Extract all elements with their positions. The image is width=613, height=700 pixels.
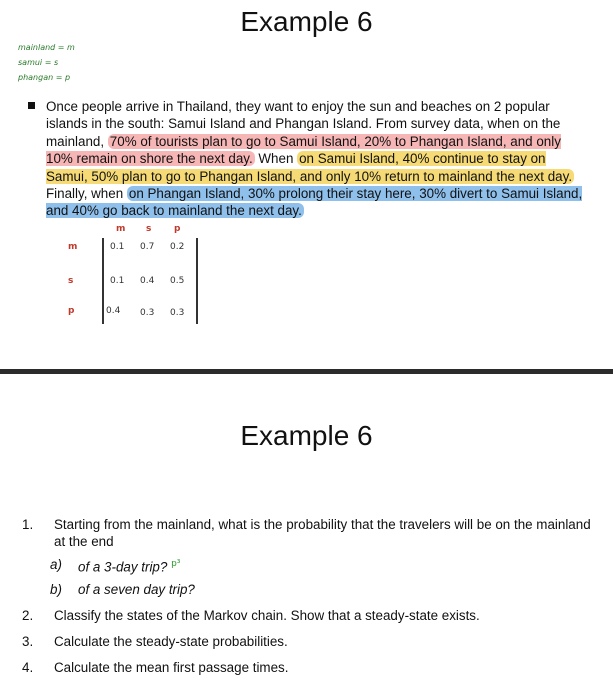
question-number: 4.	[22, 660, 34, 676]
question-item	[22, 516, 597, 598]
question-number: 1.	[22, 517, 34, 532]
sub-question-label: a)	[50, 557, 62, 572]
bullet-icon	[28, 102, 35, 109]
matrix-left-bracket	[102, 238, 104, 324]
handwritten-note: p³	[171, 559, 181, 569]
question-list	[22, 516, 597, 685]
hand-note-phangan: phangan = p	[18, 73, 71, 82]
matrix-cell: 0.1	[110, 242, 125, 252]
question-item	[22, 607, 597, 624]
matrix-right-bracket	[196, 238, 198, 324]
problem-paragraph	[28, 98, 588, 220]
text-when: When	[254, 151, 298, 167]
hand-note-samui: samui = s	[18, 58, 59, 67]
matrix-cell: 0.7	[140, 242, 155, 252]
slide-divider	[0, 369, 613, 374]
matrix-row-label-p: p	[68, 306, 75, 316]
sub-question-text: of a 3-day trip?	[78, 559, 168, 575]
matrix-cell: 0.2	[170, 242, 185, 252]
matrix-cell: 0.3	[170, 308, 185, 318]
matrix-cell: 0.1	[110, 276, 125, 286]
matrix-header-s: s	[146, 224, 152, 234]
slide-2-title: Example 6	[240, 420, 373, 451]
text-intro: Once people arrive in Thailand, they want to enjoy the sun and beaches on 2 popular islands in the south: Samui Island and Phangan Island. From survey data, when on the mainland,	[46, 99, 561, 149]
matrix-row-label-m: m	[68, 242, 78, 252]
text-finally: Finally, when	[46, 186, 127, 202]
slide-1-title: Example 6	[240, 6, 373, 37]
matrix-header-m: m	[116, 224, 126, 234]
highlight-mainland: 70% of tourists plan to go to Samui Island, 20% to Phangan Island, and only 10% remain on shore the next day.	[46, 133, 561, 167]
matrix-cell: 0.5	[170, 276, 185, 286]
question-text: Calculate the steady-state probabilities.	[54, 634, 288, 650]
matrix-cell: 0.4	[140, 276, 155, 286]
sub-question	[22, 556, 597, 575]
sub-question	[22, 581, 597, 598]
question-text: Starting from the mainland, what is the probability that the travelers will be on the mainland at the end	[54, 517, 591, 549]
question-number: 2.	[22, 608, 34, 624]
transition-matrix	[60, 222, 220, 326]
matrix-cell: 0.3	[140, 308, 155, 318]
sub-question-text: of a seven day trip?	[78, 582, 195, 598]
hand-note-mainland: mainland = m	[18, 43, 75, 52]
matrix-header-p: p	[174, 224, 181, 234]
matrix-row-label-s: s	[68, 276, 74, 286]
problem-text	[46, 98, 588, 220]
question-text: Calculate the mean first passage times.	[54, 660, 289, 676]
question-number: 3.	[22, 634, 34, 650]
question-text: Classify the states of the Markov chain. Show that a steady-state exists.	[54, 608, 480, 624]
matrix-cell: 0.4	[106, 306, 121, 316]
highlight-samui: on Samui Island, 40% continue to stay on Samui, 50% plan to go to Phangan Island, and only 10% return to mainland the next day.	[46, 151, 573, 184]
question-item	[22, 659, 597, 676]
question-item	[22, 633, 597, 650]
highlight-phangan: on Phangan Island, 30% prolong their stay here, 30% divert to Samui Island, and 40% go back to mainland the next day.	[46, 186, 583, 219]
handwritten-notes	[18, 40, 75, 85]
sub-question-label: b)	[50, 582, 62, 598]
